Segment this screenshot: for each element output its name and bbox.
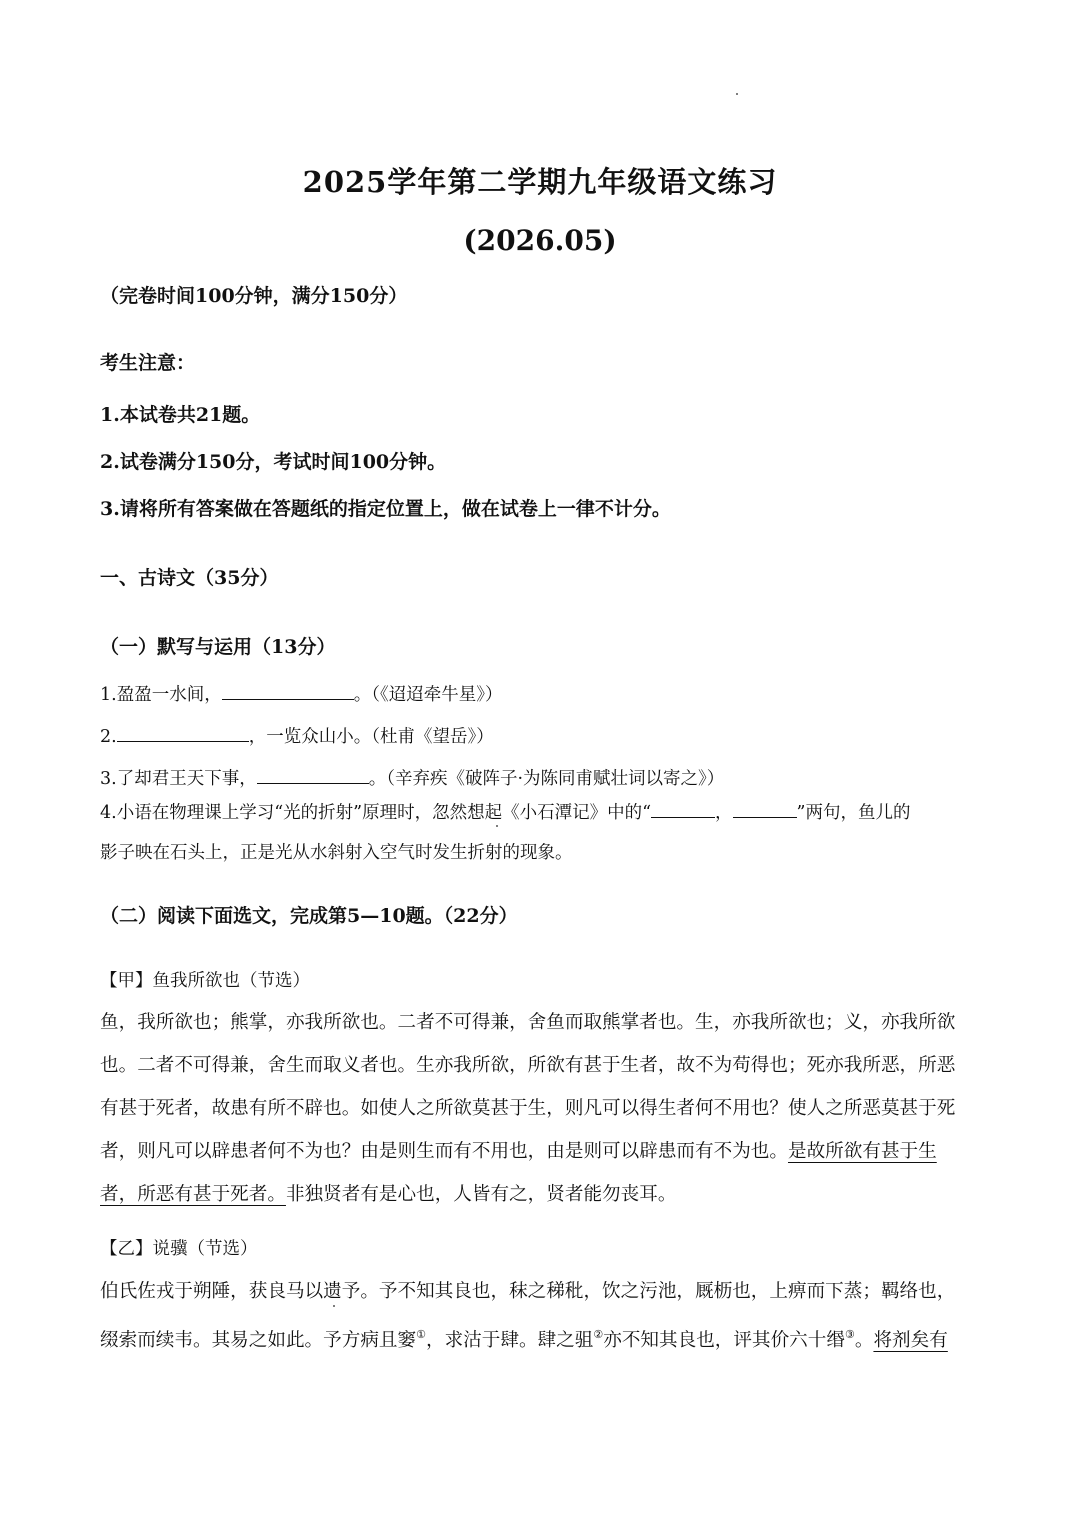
passage-yi-line-2-d: 。 [854,1330,874,1351]
question-3-suffix: 。（辛弃疾《破阵子·为陈同甫赋壮词以寄之》） [368,769,725,789]
passage-yi-line-2-a: 缀索而续韦。其易之如此。予方病且窭 [100,1330,417,1351]
question-2 [100,723,494,748]
passage-yi-line-2-b: ，求沽于肆。肆之驵 [425,1330,594,1351]
footnote-marker-1: ① [416,1328,426,1341]
passage-yi-underlined-sentence: 将剂矣有 [873,1330,948,1351]
passage-jia-title: 【甲】鱼我所欲也（节选） [100,971,310,991]
question-2-prefix: 2. [100,727,117,747]
section-1-heading: 一、古诗文（35分） [100,567,279,589]
question-3 [100,765,724,790]
passage-jia-line-4 [100,1130,978,1173]
question-1-blank[interactable] [222,681,354,700]
question-4-suffix: ”两句，鱼儿的 [796,803,911,823]
notice-heading: 考生注意： [100,352,196,374]
passage-jia-line-3: 有甚于死者，故患有所不辟也。如使人之所欲莫甚于生，则凡可以得生者何不用也？使人之所恶莫甚于死 [100,1098,956,1119]
passage-jia-body [100,1001,978,1216]
passage-jia-line-5 [100,1173,978,1216]
question-4-blank-2[interactable] [733,799,797,818]
passage-jia-underlined-sentence-a: 是故所欲有甚于生 [787,1141,937,1162]
passage-yi-body [100,1270,978,1362]
passage-jia-line-5-text: 非独贤者有是心也，人皆有之，贤者能勿丧耳。 [285,1184,677,1205]
question-1-suffix: 。（《迢迢牵牛星》） [353,685,503,705]
passage-jia-line-1: 鱼，我所欲也；熊掌，亦我所欲也。二者不可得兼，舍鱼而取熊掌者也。生，亦我所欲也；义，亦我所欲 [100,1012,956,1033]
notice-item-3: 3.请将所有答案做在答题纸的指定位置上，做在试卷上一律不计分。 [100,498,671,520]
passage-jia-line-4-text: 者，则凡可以辟患者何不为也？由是则生而有不用也，由是则可以辟患而有不为也。 [100,1141,788,1162]
question-4-line-2: 影子映在石头上，正是光从水斜射入空气时发生折射的现象。 [100,843,573,863]
question-1-prefix: 1.盈盈一水间， [100,685,222,705]
exam-date: (2026.05) [463,224,617,257]
part-2-heading: （二）阅读下面选文，完成第5—10题。（22分） [100,905,518,927]
footnote-marker-2: ② [593,1328,604,1341]
question-2-blank[interactable] [117,723,249,742]
emphasis-dot-1 [496,825,498,827]
passage-yi-line-2 [100,1313,978,1362]
passage-yi-line-1: 伯氏佐戎于朔陲，获良马以遗予。予不知其良也，秣之稊秕，饮之污池，厩枥也，上痹而下蒸；羁络也， [100,1281,956,1302]
question-4-separator: ， [715,803,733,823]
question-1 [100,681,502,706]
notice-item-2: 2.试卷满分150分，考试时间100分钟。 [100,451,447,473]
question-4-line-1 [100,799,911,824]
scan-speck [736,93,738,95]
passage-yi-line-2-c: 亦不知其良也，评其价六十缗 [603,1330,845,1351]
question-2-suffix: ，一览众山小。（杜甫《望岳》） [248,727,494,747]
passage-jia-underlined-sentence-b: 者，所恶有甚于死者。 [100,1184,286,1205]
exam-title: 2025学年第二学期九年级语文练习 [302,165,778,199]
footnote-marker-3: ③ [844,1328,855,1341]
notice-item-1: 1.本试卷共21题。 [100,404,261,426]
question-4-prefix: 4.小语在物理课上学习“光的折射”原理时，忽然想起《小石潭记》中的“ [100,803,652,823]
question-3-blank[interactable] [257,765,369,784]
exam-time-info: （完卷时间100分钟，满分150分） [100,285,408,307]
part-1-heading: （一）默写与运用（13分） [100,636,336,658]
question-4-blank-1[interactable] [651,799,715,818]
passage-jia-line-2: 也。二者不可得兼，舍生而取义者也。生亦我所欲，所欲有甚于生者，故不为苟得也；死亦我所恶，所恶 [100,1055,956,1076]
question-3-prefix: 3.了却君王天下事， [100,769,257,789]
emphasis-dot-2 [333,1305,335,1307]
passage-yi-title: 【乙】说骥（节选） [100,1239,258,1259]
